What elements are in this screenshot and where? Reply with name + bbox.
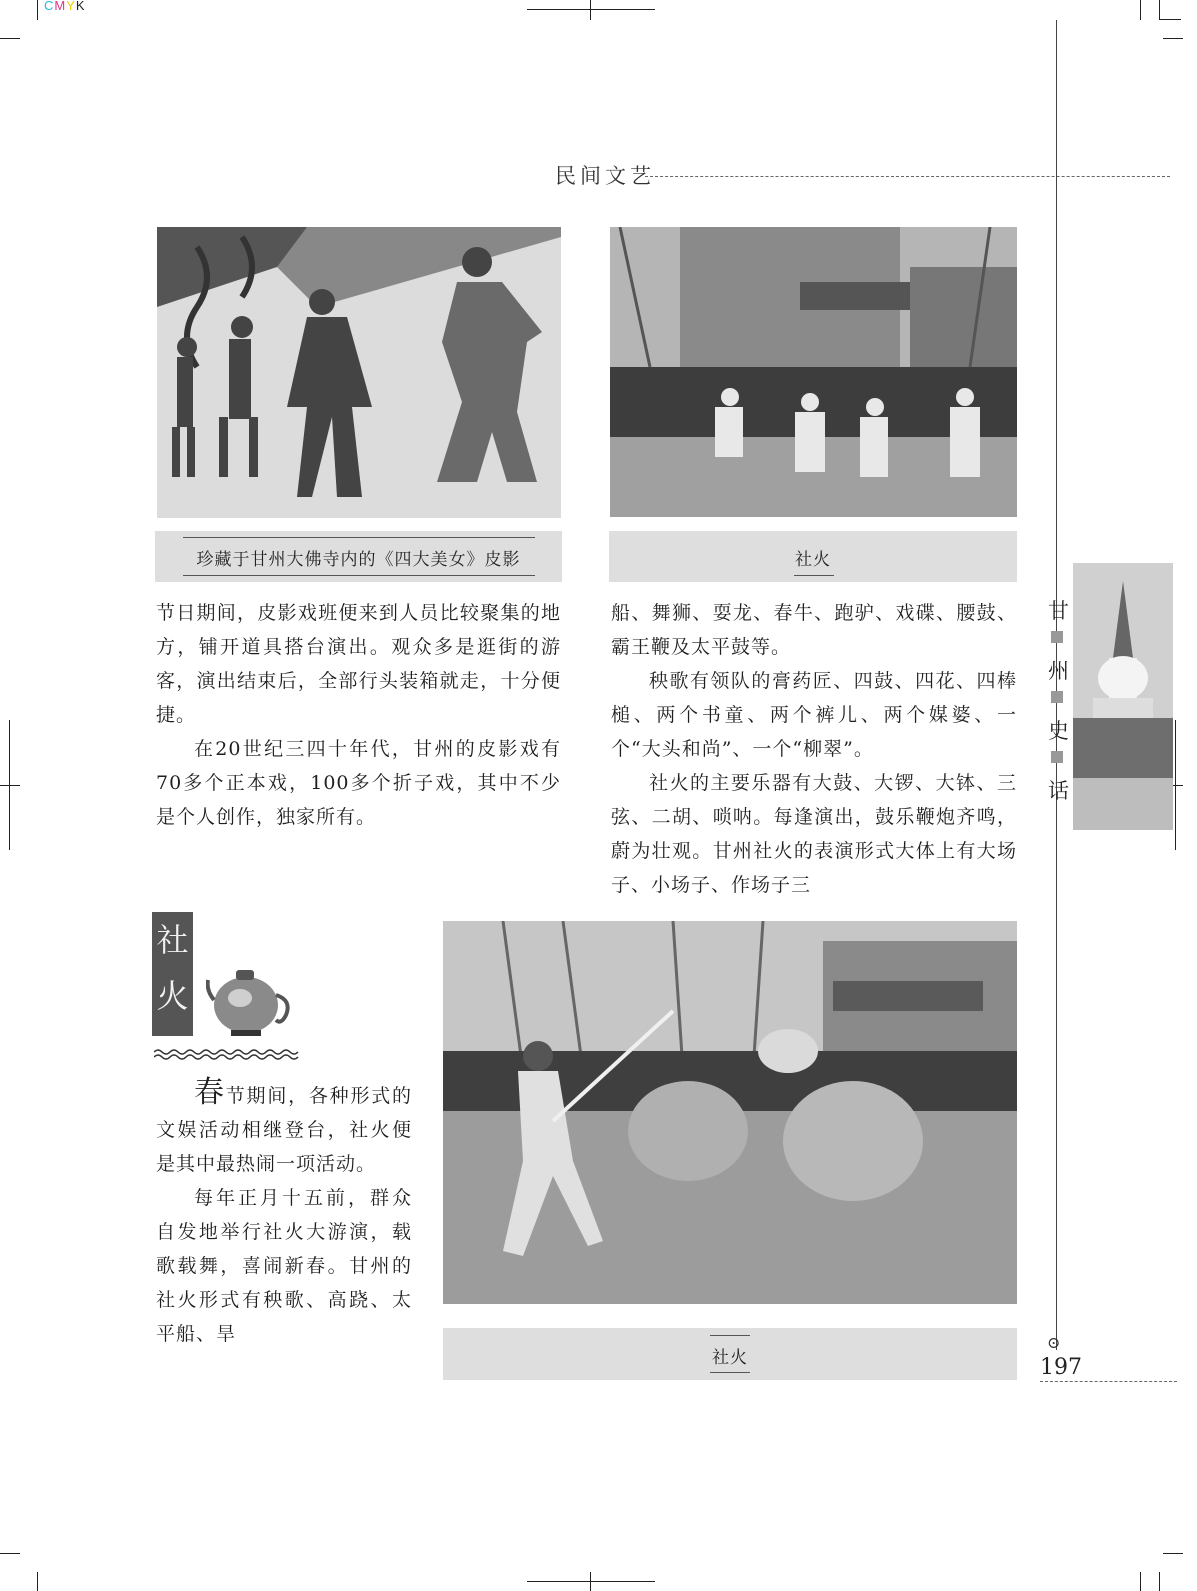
caption-shehuo-street: 社火 [795,550,831,570]
badge-char: 火 [156,977,189,1015]
sidebar-char-1: 甘 [1048,599,1069,623]
section-badge [152,912,193,1036]
wave-divider [154,1045,300,1064]
badge-char: 社 [156,921,189,959]
paragraph: 节日期间，皮影戏班便来到人员比较聚集的地方，铺开道具搭台演出。观众多是逛街的游客，演出结束后，全部行头装箱就走，十分便捷。 [156,602,561,726]
right-column-text [611,596,1017,902]
shehuo-lion-dance-photo [443,921,1017,1304]
footer-dashed-rule [1040,1381,1177,1382]
sidebar-square-icon [1051,691,1063,703]
cmyk-registration-mark: CMYK [44,0,86,13]
caption-rule-top [183,537,535,538]
sidebar-char-3: 史 [1048,719,1069,743]
caption-shehuo-lion: 社火 [712,1348,748,1368]
paragraph [156,1076,412,1181]
margin-vertical-rule [1056,20,1057,1350]
paragraph: 在20世纪三四十年代，甘州的皮影戏有70多个正本戏，100多个折子戏，其中不少是个人创作，独家所有。 [156,738,561,828]
sidebar-char-2: 州 [1048,659,1069,683]
sidebar-square-icon [1051,631,1063,643]
caption-rule-top [710,1335,750,1336]
header-dashed-rule [645,176,1170,177]
page-ornament-icon: ⊙ [1047,1333,1061,1352]
caption-rule-bottom [710,1372,750,1373]
section-text [156,1076,412,1351]
pagoda-sidebar-photo [1073,563,1173,830]
lead-text: 节期间，各种形式的文娱活动相继登台，社火便是其中最热闹一项活动。 [156,1085,412,1175]
paragraph: 船、舞狮、耍龙、春牛、跑驴、戏碟、腰鼓、霸王鞭及太平鼓等。 [611,602,1017,658]
shehuo-street-photo [610,227,1017,517]
shadow-puppet-photo [157,227,561,518]
drop-char: 春 [194,1075,226,1110]
running-head: 民间文艺 [555,164,655,188]
paragraph: 社火的主要乐器有大鼓、大锣、大钵、三弦、二胡、唢呐。每逢演出，鼓乐鞭炮齐鸣，蔚为壮观。甘州社火的表演形式大体上有大场子、小场子、作场子三 [611,772,1017,896]
sidebar-square-icon [1051,751,1063,763]
caption-shadow-puppets: 珍藏于甘州大佛寺内的《四大美女》皮影 [196,550,521,570]
caption-rule-bottom [794,575,834,576]
teapot-icon [206,960,294,1044]
paragraph: 秧歌有领队的膏药匠、四鼓、四花、四棒槌、两个书童、两个裤儿、两个媒婆、一个“大头和尚”、一个“柳翠”。 [611,670,1017,760]
paragraph: 每年正月十五前，群众自发地举行社火大游演，载歌载舞，喜闹新春。甘州的社火形式有秧歌、高跷、太平船、旱 [156,1187,412,1345]
page-number: 197 [1040,1355,1082,1380]
left-column-text [156,596,561,834]
sidebar-char-4: 话 [1048,779,1069,803]
caption-rule-bottom [183,575,535,576]
